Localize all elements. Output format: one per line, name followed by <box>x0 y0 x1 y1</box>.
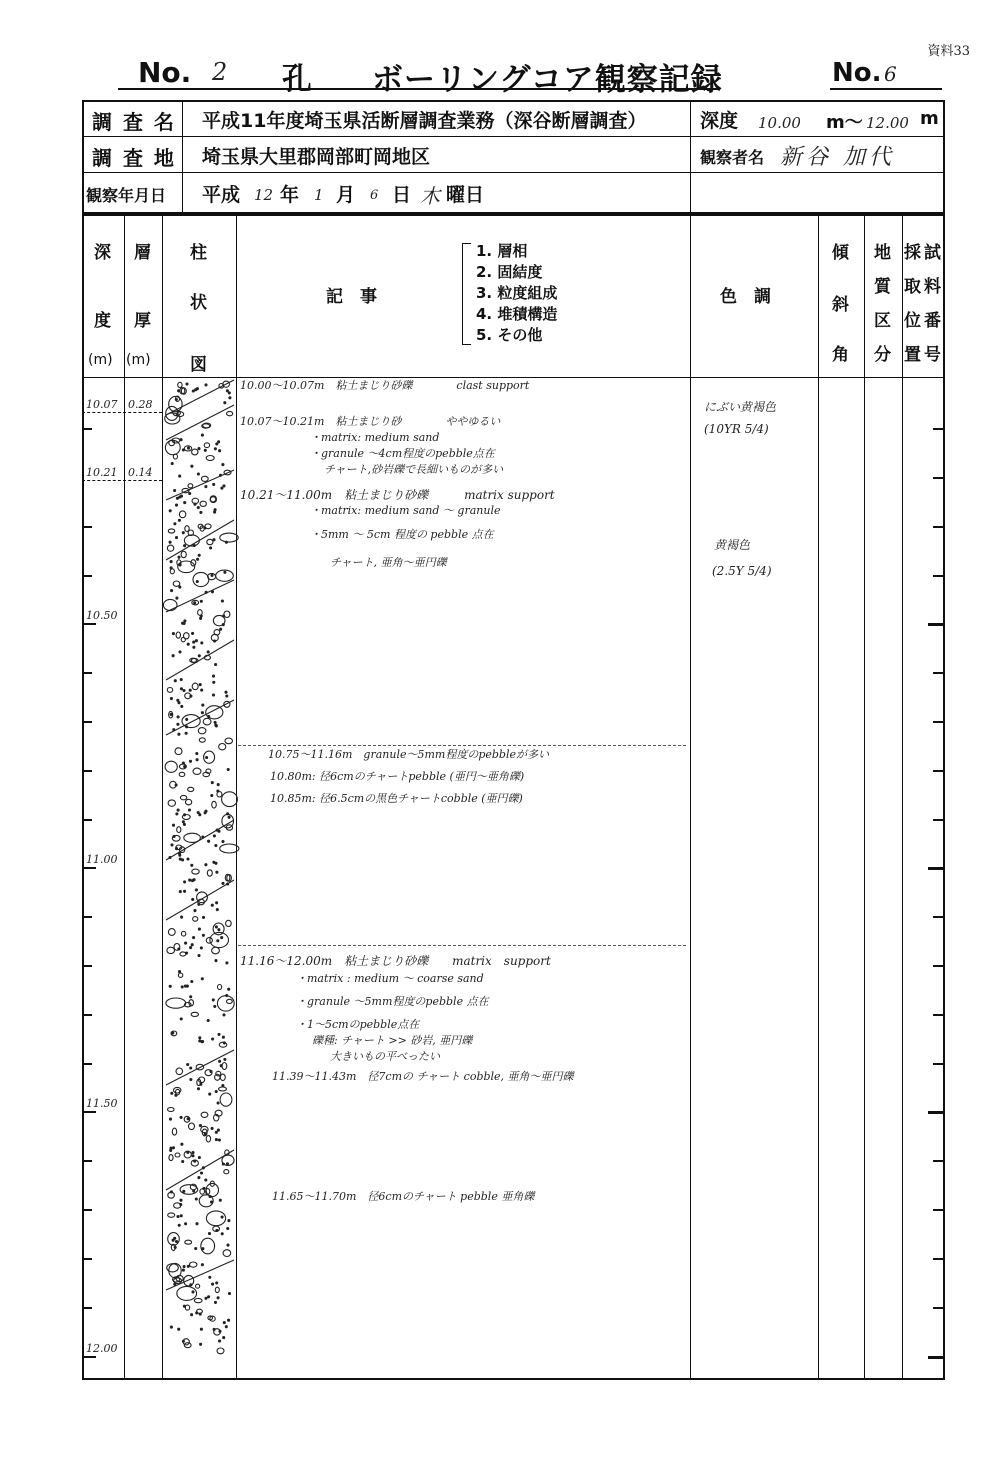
col-geo-4: 分 <box>874 345 891 365</box>
depth-to: 12.00 <box>866 114 909 132</box>
scale-tick <box>82 1307 92 1309</box>
date-month: 1 <box>314 186 324 204</box>
scale-tick-right <box>933 1209 945 1211</box>
col-column-chart-2: 状 <box>190 293 207 313</box>
color-name: 黄褐色 <box>714 538 751 552</box>
survey-name: 平成11年度埼玉県活断層調査業務（深谷断層調査） <box>202 110 647 132</box>
scale-tick-right <box>933 916 945 918</box>
scale-tick-right <box>933 770 945 772</box>
scale-tick-right <box>933 1063 945 1065</box>
scale-tick-right <box>933 721 945 723</box>
col-column-chart-1: 柱 <box>190 243 207 263</box>
color-code: (10YR 5/4) <box>704 422 769 436</box>
note-line: ・matrix: medium sand 〜 granule <box>310 504 501 517</box>
col-depth-1: 深 <box>94 243 111 263</box>
note-line: 礫種: チャート >> 砂岩, 亜円礫 <box>312 1034 473 1047</box>
date-era: 平成 <box>202 184 241 206</box>
observer-label: 観察者名 <box>700 148 765 167</box>
site-label: 調 査 地 <box>92 146 176 170</box>
col-divider-5 <box>818 214 819 1380</box>
scale-tick <box>82 916 92 918</box>
col-column-chart-3: 図 <box>190 355 207 375</box>
scale-tick-right <box>933 1014 945 1016</box>
legend-bracket <box>462 243 471 345</box>
col-sample-pos-4: 置 <box>904 345 921 365</box>
note-line: 10.21〜11.00m 粘土まじり砂礫 matrix support <box>240 488 555 502</box>
site: 埼玉県大里郡岡部町岡地区 <box>202 146 431 168</box>
note-separator <box>238 945 686 946</box>
col-dip-3: 角 <box>832 345 849 365</box>
note-line: 10.85m: 径6.5cmの黒色チャートcobble (亜円礫) <box>270 792 523 805</box>
sheet-no: 6 <box>884 62 897 86</box>
title-underline-right <box>830 88 942 90</box>
header-row2-line <box>82 172 945 173</box>
scale-tick-right <box>928 623 945 626</box>
col-geo-3: 区 <box>874 311 891 331</box>
depth-mark: 10.21 <box>86 466 118 479</box>
note-line: 大きいもの平べったい <box>330 1050 440 1063</box>
header-right-divider <box>690 100 691 214</box>
col-divider-2 <box>162 214 163 1380</box>
depth-line <box>82 480 162 481</box>
depth-tick-major <box>82 623 96 625</box>
sheet-no-label: No. <box>832 58 882 88</box>
hole-suffix: 孔 <box>282 62 312 97</box>
hole-no-label: No. <box>138 56 192 89</box>
header-label-divider <box>182 100 183 214</box>
scale-tick-right <box>933 526 945 528</box>
legend-item-5: 5. その他 <box>476 326 543 344</box>
note-line: ・matrix: medium sand <box>310 431 440 444</box>
depth-mark: 10.07 <box>86 398 118 411</box>
scale-tick <box>82 1160 92 1162</box>
note-line: ・granule 〜5mm程度のpebble 点在 <box>296 995 489 1008</box>
col-depth-2: 度 <box>94 311 111 331</box>
note-line: チャート, 亜角〜亜円礫 <box>330 556 447 569</box>
note-line: 11.39〜11.43m 径7cmの チャート cobble, 亜角〜亜円礫 <box>272 1070 574 1083</box>
legend-item-4: 4. 堆積構造 <box>476 305 558 323</box>
header-row1-line <box>82 136 945 137</box>
survey-name-label: 調 査 名 <box>92 110 176 134</box>
color-code: (2.5Y 5/4) <box>712 564 772 578</box>
scale-tick <box>82 1063 92 1065</box>
date-day: 6 <box>370 188 379 203</box>
depth-line <box>82 412 162 413</box>
scale-tick-right <box>928 1111 945 1114</box>
depth-mark: 11.00 <box>86 853 118 866</box>
scale-tick <box>82 1209 92 1211</box>
col-sample-pos-2: 取 <box>904 277 921 297</box>
scale-tick <box>82 1014 92 1016</box>
scale-tick-right <box>928 867 945 870</box>
scale-tick <box>82 721 92 723</box>
scale-tick-right <box>933 1307 945 1309</box>
scale-tick <box>82 526 92 528</box>
note-line: ・1〜5cmのpebble点在 <box>296 1018 420 1031</box>
col-divider-6 <box>864 214 865 1380</box>
note-line: 10.07〜10.21m 粘土まじり砂 ややゆるい <box>240 415 501 428</box>
observer-name: 新谷 加代 <box>780 145 895 170</box>
depth-mark: 12.00 <box>86 1342 118 1355</box>
depth-tick-major <box>82 1356 96 1358</box>
depth-from: 10.00 <box>758 114 801 132</box>
document-reference: 資料33 <box>927 44 970 59</box>
col-sample-no-1: 試 <box>924 243 941 263</box>
scale-tick-right <box>933 965 945 967</box>
col-dip-1: 傾 <box>832 243 849 263</box>
col-thickness-2: 厚 <box>134 311 151 331</box>
col-divider-3 <box>236 214 237 1380</box>
legend-item-3: 3. 粒度組成 <box>476 284 558 302</box>
scale-tick <box>82 428 92 430</box>
scale-tick-right <box>933 477 945 479</box>
col-sample-no-2: 料 <box>924 277 941 297</box>
legend-item-2: 2. 固結度 <box>476 263 543 281</box>
col-sample-no-4: 号 <box>924 345 941 365</box>
date-weekday: 木 <box>420 184 440 208</box>
note-line: ・matrix : medium 〜 coarse sand <box>296 972 484 985</box>
col-sample-no-3: 番 <box>924 311 941 331</box>
depth-tick-major <box>82 867 96 869</box>
col-geo-2: 質 <box>874 277 891 297</box>
col-thickness-3: (m) <box>126 352 151 368</box>
legend-item-1: 1. 層相 <box>476 242 528 260</box>
date-label: 観察年月日 <box>86 186 167 205</box>
note-line: 11.65〜11.70m 径6cmのチャート pebble 亜角礫 <box>272 1190 535 1203</box>
scale-tick-right <box>933 1160 945 1162</box>
scale-tick-right <box>933 428 945 430</box>
document-title: ボーリングコア観察記録 <box>372 62 723 98</box>
thickness-mark: 0.14 <box>128 466 153 479</box>
scale-tick-right <box>933 672 945 674</box>
thickness-mark: 0.28 <box>128 398 153 411</box>
scale-tick-right <box>933 819 945 821</box>
scale-tick <box>82 1258 92 1260</box>
date-month-unit: 月 <box>336 184 356 206</box>
date-year-unit: 年 <box>280 184 300 206</box>
date-day-unit: 日 <box>392 184 412 206</box>
scale-tick <box>82 819 92 821</box>
note-line: ・granule 〜4cm程度のpebble点在 <box>310 447 495 460</box>
depth-unit-end: m <box>920 108 939 129</box>
col-divider-7 <box>902 214 903 1380</box>
col-divider-4 <box>690 214 691 1380</box>
scale-tick <box>82 575 92 577</box>
hole-no: 2 <box>212 58 228 86</box>
date-year: 12 <box>254 186 274 204</box>
scale-tick <box>82 770 92 772</box>
col-description: 記 事 <box>326 287 377 307</box>
scale-tick-right <box>933 1258 945 1260</box>
color-name: にぶい黄褐色 <box>704 400 777 414</box>
note-line: ・5mm 〜 5cm 程度の pebble 点在 <box>310 528 494 541</box>
depth-tick-major <box>82 1111 96 1113</box>
scale-tick-right <box>928 1356 945 1359</box>
depth-label: 深度 <box>700 110 739 132</box>
note-line: 10.80m: 径6cmのチャートpebble (亜円〜亜角礫) <box>270 770 525 783</box>
col-geo-1: 地 <box>874 243 891 263</box>
note-line: 11.16〜12.00m 粘土まじり砂礫 matrix support <box>240 954 551 968</box>
col-depth-3: (m) <box>88 352 113 368</box>
col-dip-2: 斜 <box>832 295 849 315</box>
scale-tick <box>82 965 92 967</box>
col-sample-pos-1: 採 <box>904 243 921 263</box>
note-line: チャート,砂岩礫で長細いものが多い <box>324 463 504 476</box>
date-weekday-unit: 曜日 <box>446 184 485 206</box>
col-thickness-1: 層 <box>134 243 151 263</box>
note-line: 10.75〜11.16m granule〜5mm程度のpebbleが多い <box>268 748 549 761</box>
note-line: 10.00〜10.07m 粘土まじり砂礫 clast support <box>240 379 530 392</box>
col-color: 色 調 <box>720 287 771 307</box>
depth-mark: 11.50 <box>86 1097 118 1110</box>
scale-tick <box>82 672 92 674</box>
col-divider-1 <box>124 214 125 1380</box>
depth-mark: 10.50 <box>86 609 118 622</box>
col-sample-pos-3: 位 <box>904 311 921 331</box>
depth-unit-mid: m〜 <box>826 112 863 133</box>
scale-tick-right <box>933 575 945 577</box>
